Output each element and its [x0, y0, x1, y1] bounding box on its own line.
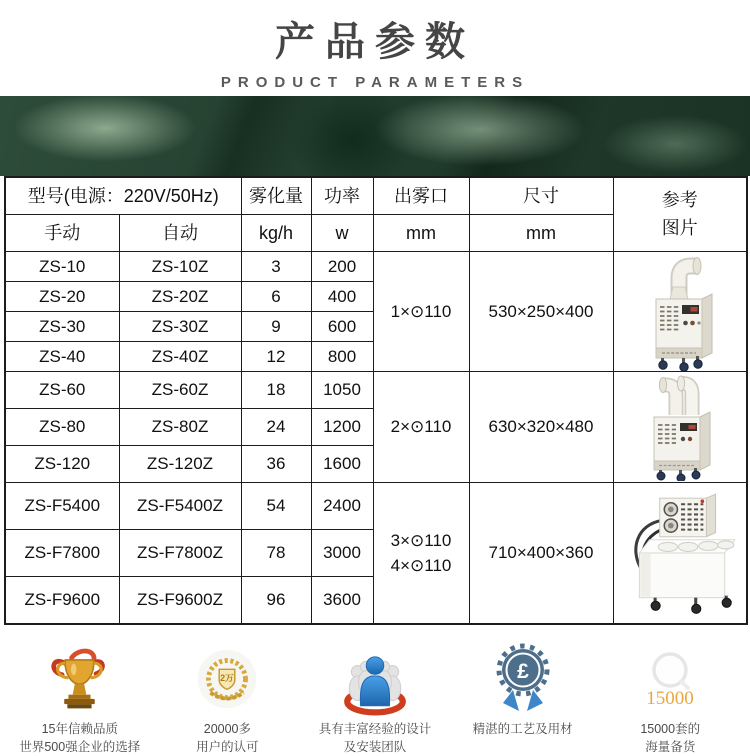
power-cell: 400: [311, 282, 373, 312]
atomization-unit-header: kg/h: [241, 215, 311, 252]
humidifier-double-duct-image: [631, 373, 729, 481]
atomization-cell: 18: [241, 372, 311, 409]
table-header-row-1: [5, 177, 747, 215]
model-auto-cell: ZS-120Z: [119, 446, 241, 483]
model-manual-cell: ZS-40: [5, 342, 119, 372]
feature-label: 20000多 用户的认可: [196, 722, 259, 755]
power-cell: 3000: [311, 530, 373, 577]
model-auto-cell: ZS-30Z: [119, 312, 241, 342]
power-cell: 1050: [311, 372, 373, 409]
model-auto-cell: ZS-20Z: [119, 282, 241, 312]
svg-text:15000: 15000: [646, 688, 694, 709]
atomization-cell: 36: [241, 446, 311, 483]
model-manual-cell: ZS-20: [5, 282, 119, 312]
model-auto-cell: ZS-F9600Z: [119, 577, 241, 625]
size-cell: 630×320×480: [469, 372, 613, 483]
mist-outlet-value: 3×⊙110: [390, 530, 452, 550]
atomization-header: 雾化量: [241, 177, 311, 215]
mist-outlet-value: 1×⊙110: [390, 301, 452, 321]
product-image-cell: [613, 252, 747, 372]
model-manual-cell: ZS-30: [5, 312, 119, 342]
product-image-cell: [613, 483, 747, 625]
model-auto-cell: ZS-80Z: [119, 409, 241, 446]
atomization-cell: 9: [241, 312, 311, 342]
model-auto-cell: ZS-F7800Z: [119, 530, 241, 577]
reference-image-header-line1: 参考: [661, 189, 698, 210]
atomization-cell: 24: [241, 409, 311, 446]
product-parameters-table: [4, 176, 748, 625]
model-manual-cell: ZS-F7800: [5, 530, 119, 577]
product-image-cell: [613, 372, 747, 483]
mist-outlet-cell: [373, 483, 469, 625]
table-row: [5, 372, 747, 409]
mist-outlet-cell: [373, 372, 469, 483]
atomization-cell: 12: [241, 342, 311, 372]
size-cell: 710×400×360: [469, 483, 613, 625]
feature-users: [154, 639, 302, 756]
feature-craftsmanship: [449, 639, 597, 756]
page-header: [0, 0, 750, 96]
power-cell: 3600: [311, 577, 373, 625]
mist-outlet-unit-header: mm: [373, 215, 469, 252]
size-header: 尺寸: [469, 177, 613, 215]
auto-header: 自动: [119, 215, 241, 252]
stock-circle-icon: [628, 645, 712, 717]
model-manual-cell: ZS-F9600: [5, 577, 119, 625]
model-manual-cell: ZS-120: [5, 446, 119, 483]
power-cell: 1200: [311, 409, 373, 446]
model-manual-cell: ZS-F5400: [5, 483, 119, 530]
svg-text:2万: 2万: [220, 673, 235, 683]
leaf-banner-image: [0, 96, 750, 176]
model-manual-cell: ZS-10: [5, 252, 119, 282]
page-title: 产品参数: [275, 20, 475, 64]
table-row: [5, 483, 747, 530]
size-unit-header: mm: [469, 215, 613, 252]
power-cell: 1600: [311, 446, 373, 483]
model-auto-cell: ZS-60Z: [119, 372, 241, 409]
medal-icon: [190, 645, 264, 717]
model-auto-cell: ZS-F5400Z: [119, 483, 241, 530]
atomization-cell: 78: [241, 530, 311, 577]
table-row: [5, 252, 747, 282]
model-manual-cell: ZS-60: [5, 372, 119, 409]
model-manual-cell: ZS-80: [5, 409, 119, 446]
feature-label: 精湛的工艺及用材: [472, 722, 573, 736]
feature-label: 15000套的 海量备货: [640, 722, 701, 755]
power-unit-header: w: [311, 215, 373, 252]
model-power-header: 型号(电源：220V/50Hz): [5, 177, 241, 215]
team-icon: [335, 645, 415, 717]
power-cell: 2400: [311, 483, 373, 530]
svg-text:£: £: [516, 660, 529, 683]
power-cell: 800: [311, 342, 373, 372]
humidifier-multi-outlet-image: [617, 486, 743, 620]
atomization-cell: 6: [241, 282, 311, 312]
atomization-cell: 96: [241, 577, 311, 625]
power-header: 功率: [311, 177, 373, 215]
mist-outlet-header: 出雾口: [373, 177, 469, 215]
feature-label: 具有丰富经验的设计 及安装团队: [318, 722, 432, 755]
mist-outlet-value: 4×⊙110: [390, 556, 452, 575]
mist-outlet-value: 2×⊙110: [390, 417, 452, 437]
feature-label: 15年信赖品质 世界500强企业的选择: [19, 722, 141, 755]
power-cell: 600: [311, 312, 373, 342]
atomization-cell: 54: [241, 483, 311, 530]
craft-badge-icon: [485, 641, 561, 717]
atomization-cell: 3: [241, 252, 311, 282]
trophy-icon: [40, 645, 120, 717]
feature-stock: [596, 639, 744, 756]
mist-outlet-cell: [373, 252, 469, 372]
reference-image-header: [613, 177, 747, 252]
model-auto-cell: ZS-40Z: [119, 342, 241, 372]
manual-header: 手动: [5, 215, 119, 252]
page-subtitle: PRODUCT PARAMETERS: [220, 74, 530, 91]
feature-team: [301, 639, 449, 756]
reference-image-header-line2: 图片: [661, 217, 698, 238]
size-cell: 530×250×400: [469, 252, 613, 372]
model-auto-cell: ZS-10Z: [119, 252, 241, 282]
feature-quality: [6, 639, 154, 756]
power-cell: 200: [311, 252, 373, 282]
feature-strip: [0, 639, 750, 756]
humidifier-single-duct-image: [631, 253, 729, 371]
